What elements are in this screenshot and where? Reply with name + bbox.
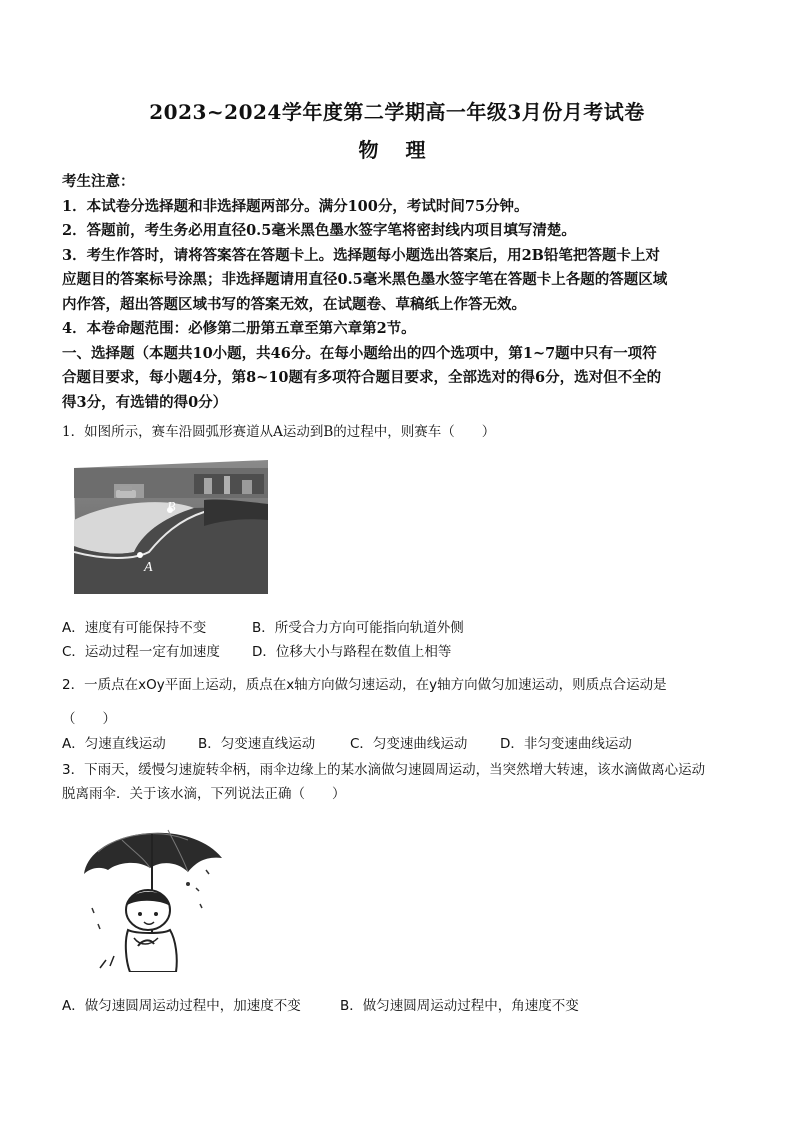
- subject-title: 物 理: [358, 138, 436, 162]
- question-3-stem-line-1: 3．下雨天，缓慢匀速旋转伞柄，雨伞边缘上的某水滴做匀速圆周运动，当突然增大转速，该水滴做离心运动: [62, 762, 706, 778]
- q2-option-a: A．匀速直线运动: [62, 736, 166, 752]
- notice-item-1: 1．本试卷分选择题和非选择题两部分。满分100分，考试时间75分钟。: [62, 197, 529, 215]
- q3-option-b: B．做匀速圆周运动过程中，角速度不变: [340, 998, 579, 1014]
- section1-line-1: 一、选择题（本题共10小题，共46分。在每小题给出的四个选项中，第1~7题中只有一项符: [62, 344, 657, 362]
- question-3-stem-line-2: 脱离雨伞．关于该水滴，下列说法正确（ ）: [62, 786, 346, 802]
- question-1-stem: [62, 420, 734, 444]
- section1-line-3: 得3分，有选错的得0分）: [62, 393, 228, 411]
- question-2-stem-line-1: 2．一质点在xOy平面上运动，质点在x轴方向做匀速运动，在y轴方向做匀加速运动，则质点合运动是: [62, 677, 667, 693]
- umbrella-illustration: [78, 812, 228, 972]
- q1-option-d: D．位移大小与路程在数值上相等: [252, 644, 452, 660]
- label-a: A: [144, 560, 153, 575]
- label-b: B: [167, 500, 176, 515]
- q3-option-a: A．做匀速圆周运动过程中，加速度不变: [62, 998, 301, 1014]
- notice-heading: 考生注意：: [62, 173, 135, 190]
- notice-item-3-line-3: 内作答，超出答题区域书写的答案无效，在试题卷、草稿纸上作答无效。: [62, 295, 526, 313]
- q2-option-c: C．匀变速曲线运动: [350, 736, 468, 752]
- section1-line-2: 合题目要求，每小题4分，第8~10题有多项符合题目要求，全部选对的得6分，选对但不全的: [62, 369, 662, 386]
- notice-item-3-line-2: 应题目的答案标号涂黑；非选择题请用直径0.5毫米黑色墨水签字笔在答题卡上各题的答题区域: [62, 271, 668, 288]
- q2-option-b: B．匀变速直线运动: [198, 736, 316, 752]
- q1-option-c: C．运动过程一定有加速度: [62, 644, 220, 660]
- notice-block: [62, 170, 734, 415]
- q2-option-d: D．非匀变速曲线运动: [500, 736, 632, 752]
- notice-item-3-line-1: 3．考生作答时，请将答案答在答题卡上。选择题每小题选出答案后，用2B铅笔把答题卡上对: [62, 246, 660, 264]
- notice-item-2: 2．答题前，考生务必用直径0.5毫米黑色墨水签字笔将密封线内项目填写清楚。: [62, 222, 576, 239]
- exam-title: 2023~2024学年度第二学期高一年级3月份月考试卷: [149, 100, 645, 124]
- q1-option-a: A．速度有可能保持不变: [62, 620, 207, 636]
- race-track-photo: [74, 460, 268, 594]
- notice-item-4: 4．本卷命题范围：必修第二册第五章至第六章第2节。: [62, 320, 416, 337]
- question-1-text: 1．如图所示，赛车沿圆弧形赛道从A运动到B的过程中，则赛车（ ）: [62, 424, 496, 440]
- q1-option-b: B．所受合力方向可能指向轨道外侧: [252, 620, 464, 636]
- question-2-stem-line-2: （ ）: [62, 711, 116, 727]
